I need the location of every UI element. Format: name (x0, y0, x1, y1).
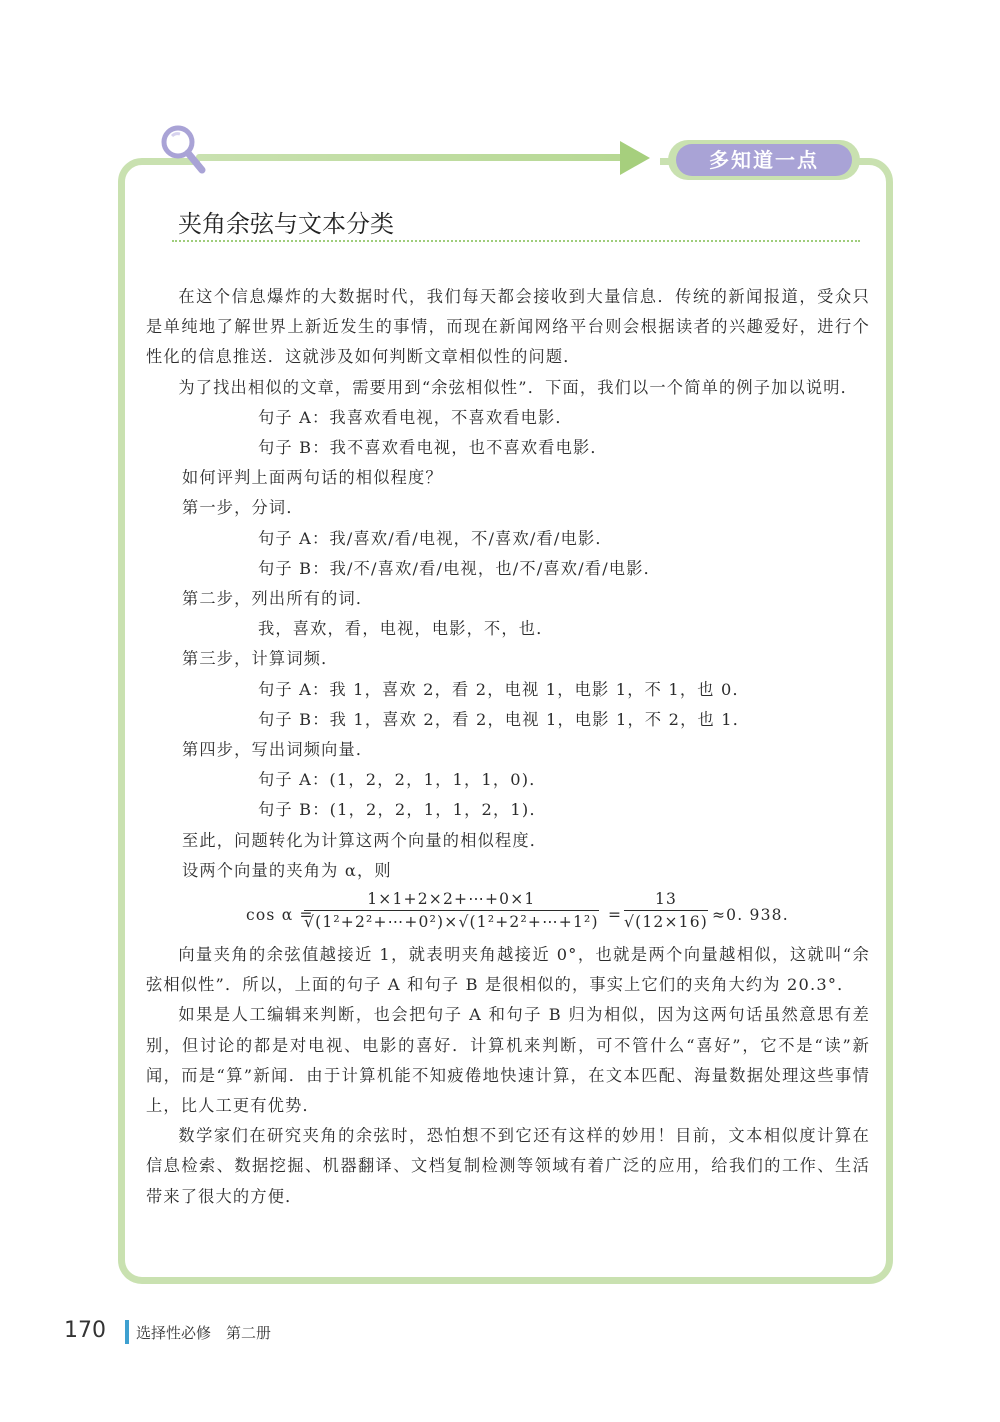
footer-divider (125, 1320, 129, 1344)
formula-result: ≈0. 938. (712, 906, 789, 925)
formula-denominator-1: √(1²+2²+⋯+0²)×√(1²+2²+⋯+1²) (304, 913, 599, 932)
formula-denominator-2: √(12×16) (624, 913, 709, 932)
book-title: 选择性必修 第二册 (136, 1324, 272, 1342)
step-3-sentence-a: 句子 A：我 1，喜欢 2，看 2，电视 1，电影 1，不 1，也 0． (258, 679, 750, 699)
formula-lhs: cos α = (246, 906, 314, 925)
badge-label: 多知道一点 (676, 144, 852, 176)
cosine-formula (146, 888, 870, 936)
step-1-sentence-b: 句子 B：我/不/喜欢/看/电视，也/不/喜欢/看/电影． (258, 558, 662, 578)
question: 如何评判上面两句话的相似程度？ (182, 468, 443, 488)
title-divider (172, 240, 860, 242)
step-1: 第一步，分词． (182, 498, 304, 518)
arrow-line (196, 154, 636, 161)
magnifier-icon (150, 120, 220, 180)
step-4: 第四步，写出词频向量． (182, 740, 374, 760)
step-1-sentence-a: 句子 A：我/喜欢/看/电视，不/喜欢/看/电影． (258, 528, 613, 548)
formula-fraction-1 (304, 888, 599, 933)
paragraph-intro: 在这个信息爆炸的大数据时代，我们每天都会接收到大量信息．传统的新闻报道，受众只是单纯地了解世界上新近发生的事情，而现在新闻网络平台则会根据读者的兴趣爱好，进行个性化的信息推送．这就涉及如何判断文章相似性的问题． (146, 287, 870, 367)
paragraph-applications: 数学家们在研究夹角的余弦时，恐怕想不到它还有这样的妙用！目前，文本相似度计算在信息检索、数据挖掘、机器翻译、文档复制检测等领域有着广泛的应用，给我们的工作、生活带来了很大的方便． (146, 1126, 870, 1206)
step-3: 第三步，计算词频． (182, 649, 339, 669)
step-3-sentence-b: 句子 B：我 1，喜欢 2，看 2，电视 1，电影 1，不 2，也 1． (258, 709, 751, 729)
formula-fraction-2 (624, 888, 708, 933)
sentence-a: 句子 A：我喜欢看电视，不喜欢看电影． (258, 407, 573, 427)
paragraph-cosine-similarity: 为了找出相似的文章，需要用到“余弦相似性”．下面，我们以一个简单的例子加以说明． (178, 377, 859, 397)
step-2-words: 我，喜欢，看，电视，电影，不，也． (258, 619, 554, 639)
conclusion: 至此，问题转化为计算这两个向量的相似程度． (182, 830, 548, 850)
formula-numerator-1: 1×1+2×2+⋯+0×1 (304, 888, 599, 911)
sentence-b: 句子 B：我不喜欢看电视，也不喜欢看电影． (258, 438, 608, 458)
formula-numerator-2: 13 (624, 888, 708, 911)
step-4-vector-a: 句子 A：(1，2，2，1，1，1，0)． (258, 770, 547, 790)
page-number: 170 (64, 1318, 106, 1343)
paragraph-computer-judgement: 如果是人工编辑来判断，也会把句子 A 和句子 B 归为相似，因为这两句话虽然意思有差别，但讨论的都是对电视、电影的喜好．计算机来判断，可不管什么“喜好”，它不是“读”新闻，而是“算”新闻．由于计算机能不知疲倦地快速计算，在文本匹配、海量数据处理这些事情上，比人工更有优势． (146, 1005, 870, 1116)
arrow-head-icon (620, 141, 650, 175)
formula-equals: = (608, 906, 623, 925)
step-4-vector-b: 句子 B：(1，2，2，1，1，2，1)． (258, 800, 547, 820)
know-more-badge (668, 140, 860, 180)
paragraph-angle-result: 向量夹角的余弦值越接近 1，就表明夹角越接近 0°，也就是两个向量越相似，这就叫“余弦相似性”．所以，上面的句子 A 和句子 B 是很相似的，事实上它们的夹角大约为 20.3°． (146, 945, 870, 995)
set-angle: 设两个向量的夹角为 α，则 (182, 860, 392, 880)
step-2: 第二步，列出所有的词． (182, 589, 374, 609)
article-body (146, 282, 870, 1212)
section-title: 夹角余弦与文本分类 (178, 210, 394, 238)
